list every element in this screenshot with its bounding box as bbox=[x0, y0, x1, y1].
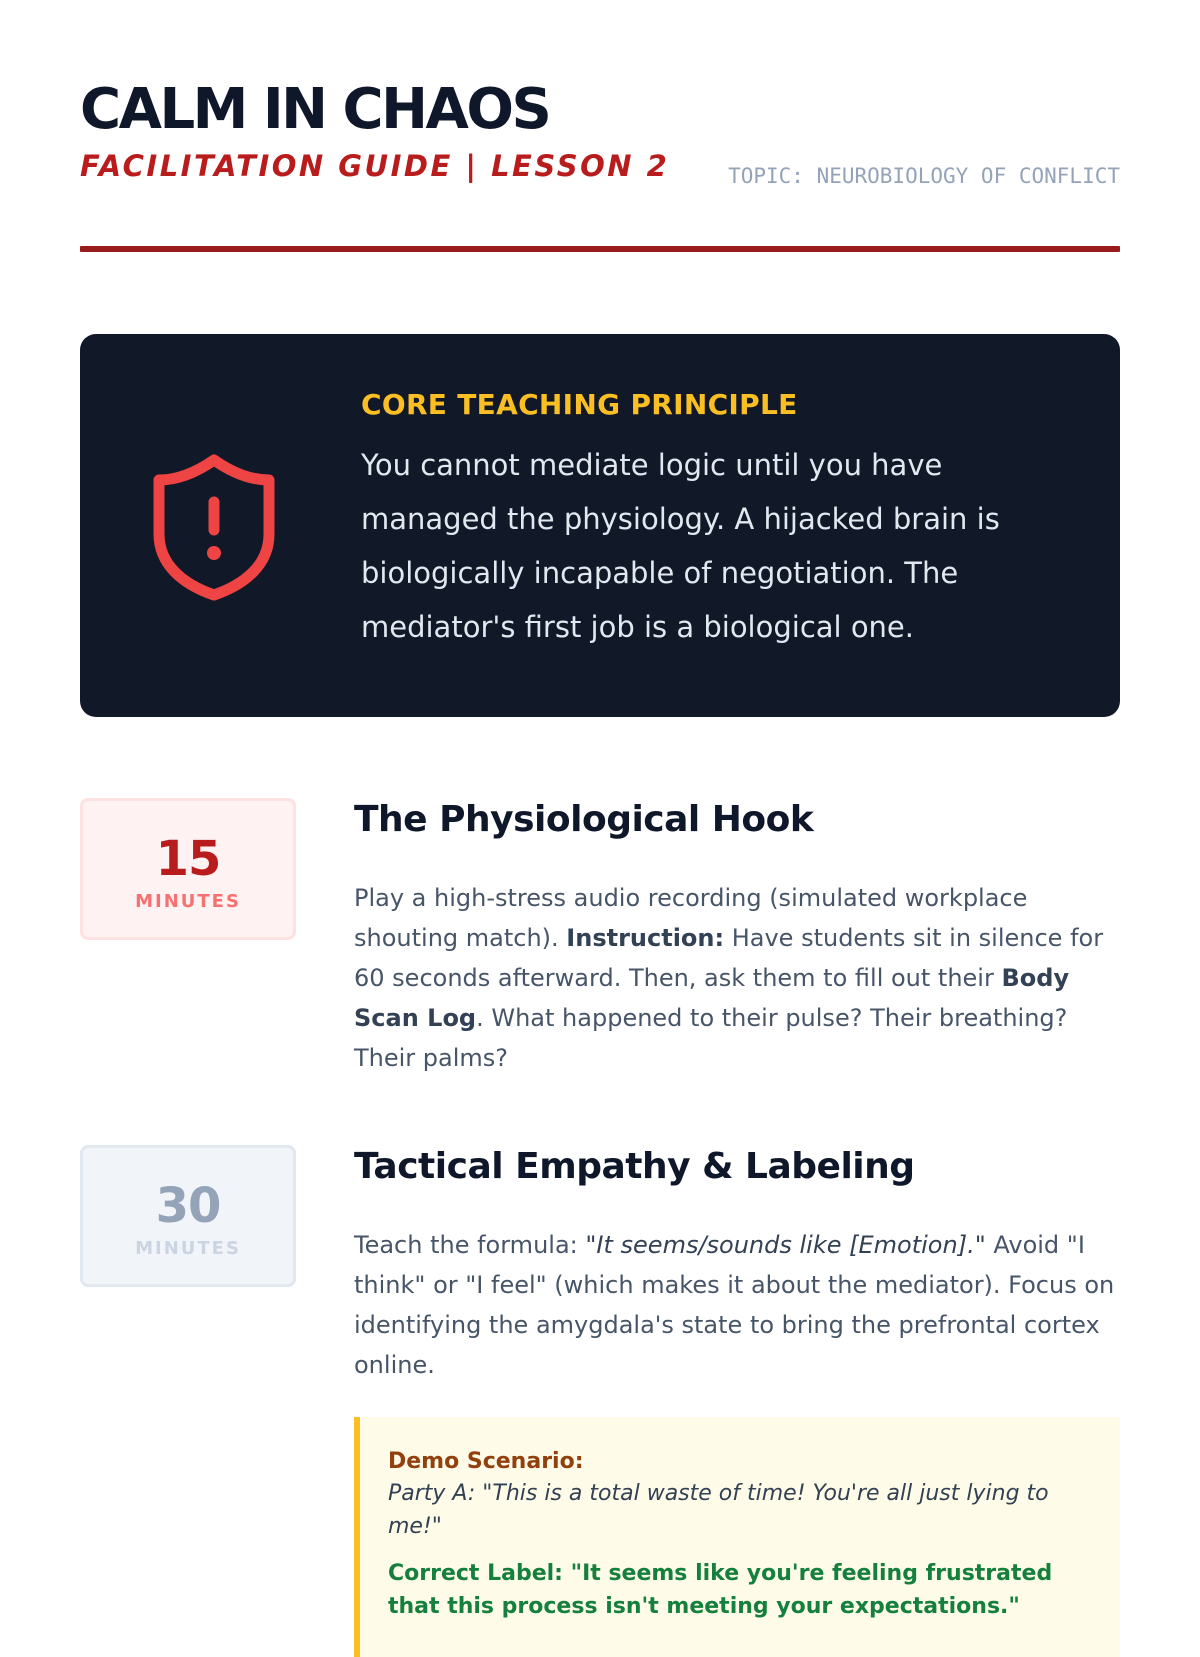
duration-badge bbox=[80, 1145, 296, 1287]
section-body bbox=[354, 878, 1124, 1078]
body-text: Have students sit in silence for 60 seconds afterward. Then, ask them to fill out their bbox=[354, 924, 1104, 992]
header-divider bbox=[80, 246, 1120, 252]
body-bold-instruction: Instruction: bbox=[566, 924, 725, 952]
section-title: The Physiological Hook bbox=[354, 799, 814, 840]
facilitation-guide-page bbox=[80, 0, 1120, 1619]
body-text: Teach the formula: bbox=[354, 1231, 586, 1259]
core-principle-card bbox=[80, 334, 1120, 717]
demo-correct-label: Correct Label: "It seems like you're feeling frustrated that this process isn't meeting your expectations." bbox=[388, 1561, 1053, 1619]
shield-alert-icon bbox=[152, 452, 276, 602]
body-italic-formula: "It seems/sounds like [Emotion]." bbox=[585, 1231, 986, 1259]
principle-text: You cannot mediate logic until you have managed the physiology. A hijacked brain is biologically incapable of negotiation. The mediator's first job is a biological one. bbox=[361, 448, 1000, 644]
page-header bbox=[80, 0, 1120, 254]
duration-unit: MINUTES bbox=[135, 891, 241, 912]
duration-minutes: 30 bbox=[155, 1178, 221, 1234]
body-text: Avoid "I think" or "I feel" (which makes it about the mediator). Focus on identifying the amygdala's state to bring the prefrontal cortex online. bbox=[354, 1231, 1115, 1379]
duration-badge bbox=[80, 798, 296, 940]
page-subtitle: FACILITATION GUIDE | LESSON 2 bbox=[80, 149, 670, 183]
body-text: Play a high-stress audio recording (simulated workplace shouting match). bbox=[354, 884, 1028, 952]
body-bold-body-scan-log: Body Scan Log bbox=[354, 964, 1070, 1032]
demo-scenario-box bbox=[354, 1417, 1120, 1657]
duration-unit: MINUTES bbox=[135, 1238, 241, 1259]
principle-label: CORE TEACHING PRINCIPLE bbox=[361, 388, 798, 421]
demo-label: Demo Scenario: bbox=[388, 1449, 584, 1474]
duration-minutes: 15 bbox=[155, 831, 221, 887]
body-text: . What happened to their pulse? Their breathing? Their palms? bbox=[354, 1004, 1068, 1072]
section-body bbox=[354, 1225, 1124, 1385]
topic-label: TOPIC: NEUROBIOLOGY OF CONFLICT bbox=[728, 164, 1120, 188]
page-title: CALM IN CHAOS bbox=[80, 77, 550, 142]
section-title: Tactical Empathy & Labeling bbox=[354, 1146, 915, 1187]
demo-quote: Party A: "This is a total waste of time! You're all just lying to me!" bbox=[388, 1481, 1049, 1539]
